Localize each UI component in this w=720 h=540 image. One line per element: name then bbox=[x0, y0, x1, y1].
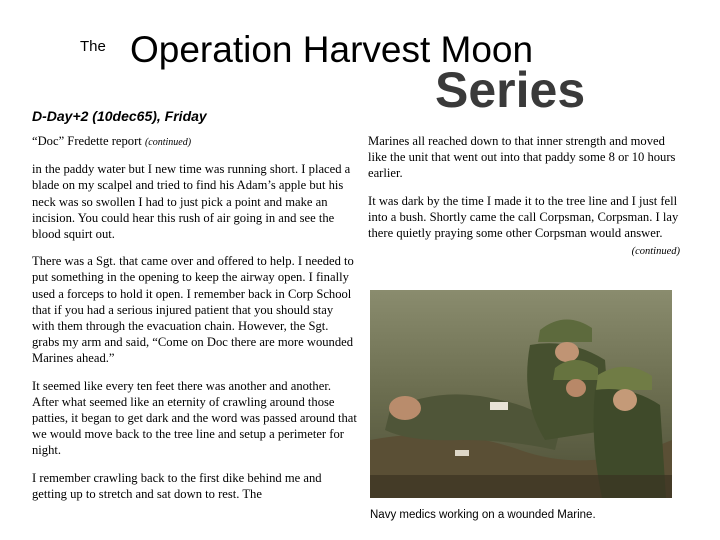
left-paragraph-3: It seemed like every ten feet there was another and another. After what seemed like an eternity of crawling around those patties, it began to get dark and the word was passed around that we would move back to the tree line and setup a perimeter for night. bbox=[32, 378, 357, 458]
header-the: The bbox=[80, 38, 106, 55]
report-label: “Doc” Fredette report bbox=[32, 134, 142, 148]
medics-photo bbox=[370, 290, 672, 498]
report-label-line bbox=[32, 133, 357, 151]
left-paragraph-2: There was a Sgt. that came over and offered to help. I needed to put something in the opening to keep the airway open. I finally used a forceps to hold it open. I remember back in Corp School that if you had a serious injured patient that you should stay with them through the evacuation chain. However, the Sgt. grabs my arm and said, “Come on Doc there are more wounded Marines ahead.” bbox=[32, 254, 354, 366]
continued-note: (continued) bbox=[631, 246, 680, 258]
series-label: Series bbox=[435, 62, 586, 118]
report-note: (continued) bbox=[144, 137, 192, 148]
left-paragraph-1: in the paddy water but I new time was running short. I placed a blade on my scalpel and tried to find his Adam’s apple but his neck was so swollen I had to just pick a point and make an incision. You could hear this rush of air going in and see the blood squirt out. bbox=[32, 162, 351, 242]
right-column bbox=[368, 133, 680, 260]
photo-caption: Navy medics working on a wounded Marine. bbox=[370, 509, 596, 521]
left-paragraph-4: I remember crawling back to the first dike behind me and getting up to stretch and sat down to rest. The bbox=[32, 470, 322, 501]
page-subtitle: D-Day+2 (10dec65), Friday bbox=[32, 108, 207, 124]
left-column bbox=[32, 133, 357, 502]
right-paragraph-2: It was dark by the time I made it to the tree line and I just fell into a bush. Shortly came the call Corpsman, Corpsman. I lay there quietly praying some other Corpsman would answer. bbox=[368, 193, 679, 241]
page-title: Operation Harvest Moon bbox=[130, 29, 534, 70]
photo-illustration bbox=[370, 290, 672, 498]
right-paragraph-1: Marines all reached down to that inner strength and moved like the unit that went out into that paddy some 8 or 10 hours earlier. bbox=[368, 134, 676, 181]
